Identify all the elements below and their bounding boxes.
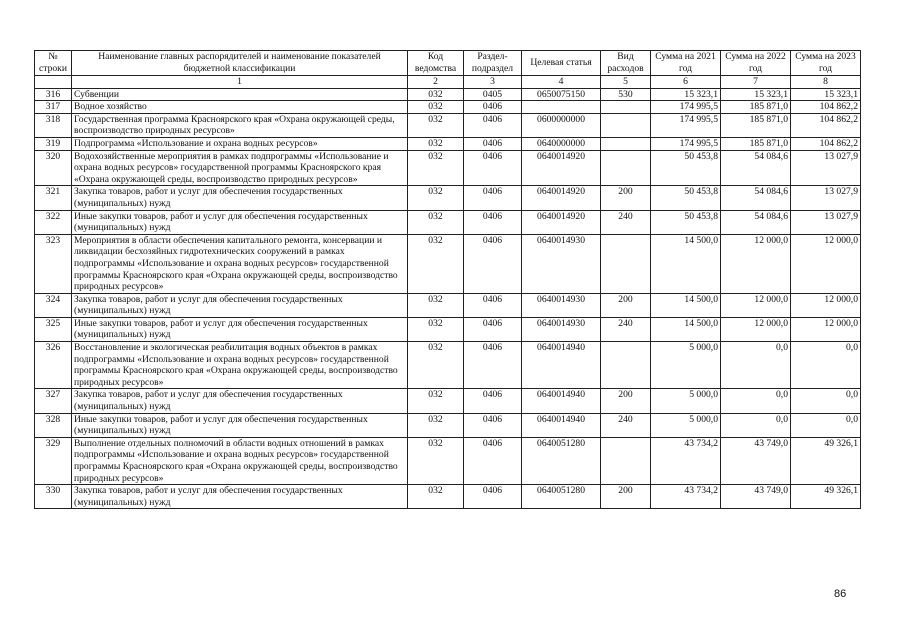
row-number: 321 (35, 186, 72, 210)
row-expense-type: 240 (601, 317, 651, 341)
header-row-number: № строки (35, 51, 72, 76)
header-name: Наименование главных распорядителей и наименование показателей бюджетной классификации (72, 51, 408, 76)
row-sum-2023: 49 326,1 (791, 437, 861, 484)
row-section: 0406 (464, 186, 522, 210)
row-expense-type (601, 342, 651, 389)
row-target-article: 0640014920 (522, 186, 601, 210)
table-row (35, 389, 861, 413)
row-expense-type: 200 (601, 485, 651, 509)
row-section: 0406 (464, 234, 522, 293)
row-department-code: 032 (408, 234, 464, 293)
column-number: 7 (721, 76, 791, 89)
row-department-code: 032 (408, 210, 464, 234)
row-sum-2021: 14 500,0 (651, 293, 721, 317)
table-row (35, 317, 861, 341)
row-sum-2023: 12 000,0 (791, 234, 861, 293)
row-sum-2022: 12 000,0 (721, 293, 791, 317)
row-sum-2023: 13 027,9 (791, 186, 861, 210)
row-number: 329 (35, 437, 72, 484)
row-name: Государственная программа Красноярского края «Охрана окружающей среды, воспроизводство природных ресурсов» (72, 113, 408, 137)
row-sum-2021: 174 995,5 (651, 137, 721, 150)
row-expense-type: 530 (601, 88, 651, 101)
row-expense-type: 240 (601, 210, 651, 234)
row-sum-2023: 12 000,0 (791, 293, 861, 317)
row-number: 322 (35, 210, 72, 234)
row-sum-2021: 50 453,8 (651, 186, 721, 210)
row-number: 319 (35, 137, 72, 150)
row-sum-2021: 43 734,2 (651, 485, 721, 509)
row-expense-type: 200 (601, 186, 651, 210)
table-row (35, 485, 861, 509)
row-name: Водное хозяйство (72, 101, 408, 114)
row-sum-2021: 5 000,0 (651, 413, 721, 437)
table-row (35, 186, 861, 210)
column-number: 8 (791, 76, 861, 89)
table-row (35, 413, 861, 437)
row-target-article: 0640014940 (522, 413, 601, 437)
table-row (35, 137, 861, 150)
row-number: 327 (35, 389, 72, 413)
column-number: 3 (464, 76, 522, 89)
row-target-article: 0640014920 (522, 210, 601, 234)
row-department-code: 032 (408, 113, 464, 137)
row-sum-2021: 15 323,1 (651, 88, 721, 101)
row-section: 0406 (464, 437, 522, 484)
row-number: 324 (35, 293, 72, 317)
row-sum-2021: 174 995,5 (651, 101, 721, 114)
row-sum-2021: 14 500,0 (651, 234, 721, 293)
row-sum-2021: 174 995,5 (651, 113, 721, 137)
row-name: Субвенции (72, 88, 408, 101)
header-sum-2023: Сумма на 2023 год (791, 51, 861, 76)
table-row (35, 210, 861, 234)
row-sum-2022: 0,0 (721, 413, 791, 437)
row-sum-2021: 50 453,8 (651, 210, 721, 234)
header-sum-2021: Сумма на 2021 год (651, 51, 721, 76)
row-department-code: 032 (408, 485, 464, 509)
table-header (35, 51, 861, 89)
row-target-article: 0600000000 (522, 113, 601, 137)
row-sum-2023: 49 326,1 (791, 485, 861, 509)
row-name: Подпрограмма «Использование и охрана водных ресурсов» (72, 137, 408, 150)
row-name: Мероприятия в области обеспечения капитального ремонта, консервации и ликвидации бесхозяйных гидротехнических сооружений в рамках подпрограммы «Использование и охрана водных ресурсов» государственной программы Красноярского края «Охрана окружающей среды, воспроизводство природных ресурсов» (72, 234, 408, 293)
row-target-article: 0640014930 (522, 234, 601, 293)
row-name: Закупка товаров, работ и услуг для обеспечения государственных (муниципальных) нужд (72, 485, 408, 509)
row-name: Иные закупки товаров, работ и услуг для обеспечения государственных (муниципальных) нужд (72, 317, 408, 341)
row-sum-2021: 14 500,0 (651, 317, 721, 341)
row-expense-type: 240 (601, 413, 651, 437)
column-number: 4 (522, 76, 601, 89)
row-target-article (522, 101, 601, 114)
row-sum-2023: 13 027,9 (791, 210, 861, 234)
row-section: 0406 (464, 342, 522, 389)
row-sum-2021: 5 000,0 (651, 389, 721, 413)
row-sum-2023: 0,0 (791, 413, 861, 437)
column-number: 6 (651, 76, 721, 89)
row-number: 328 (35, 413, 72, 437)
row-expense-type (601, 150, 651, 186)
header-expense-type: Вид расходов (601, 51, 651, 76)
column-number: 2 (408, 76, 464, 89)
row-section: 0406 (464, 101, 522, 114)
row-sum-2023: 12 000,0 (791, 317, 861, 341)
column-number: 5 (601, 76, 651, 89)
budget-table (34, 50, 861, 509)
row-number: 316 (35, 88, 72, 101)
row-sum-2022: 0,0 (721, 389, 791, 413)
row-target-article: 0640014940 (522, 342, 601, 389)
row-target-article: 0640014930 (522, 317, 601, 341)
row-sum-2022: 15 323,1 (721, 88, 791, 101)
row-sum-2022: 54 084,6 (721, 210, 791, 234)
table-row (35, 101, 861, 114)
row-number: 330 (35, 485, 72, 509)
row-number: 325 (35, 317, 72, 341)
table-row (35, 113, 861, 137)
row-section: 0406 (464, 137, 522, 150)
column-number: 1 (72, 76, 408, 89)
row-expense-type: 200 (601, 389, 651, 413)
row-section: 0406 (464, 413, 522, 437)
table-body (35, 88, 861, 509)
header-department-code: Код ведомства (408, 51, 464, 76)
row-section: 0406 (464, 293, 522, 317)
row-department-code: 032 (408, 150, 464, 186)
row-target-article: 0640014920 (522, 150, 601, 186)
row-sum-2022: 43 749,0 (721, 437, 791, 484)
row-department-code: 032 (408, 317, 464, 341)
row-sum-2021: 43 734,2 (651, 437, 721, 484)
row-section: 0405 (464, 88, 522, 101)
row-number: 317 (35, 101, 72, 114)
row-sum-2022: 185 871,0 (721, 137, 791, 150)
row-department-code: 032 (408, 413, 464, 437)
row-name: Иные закупки товаров, работ и услуг для обеспечения государственных (муниципальных) нужд (72, 413, 408, 437)
table-row (35, 88, 861, 101)
row-department-code: 032 (408, 293, 464, 317)
row-department-code: 032 (408, 437, 464, 484)
row-sum-2022: 12 000,0 (721, 234, 791, 293)
row-expense-type: 200 (601, 293, 651, 317)
row-name: Закупка товаров, работ и услуг для обеспечения государственных (муниципальных) нужд (72, 293, 408, 317)
row-expense-type (601, 437, 651, 484)
row-sum-2021: 5 000,0 (651, 342, 721, 389)
row-sum-2022: 185 871,0 (721, 113, 791, 137)
table-row (35, 150, 861, 186)
row-name: Закупка товаров, работ и услуг для обеспечения государственных (муниципальных) нужд (72, 389, 408, 413)
row-sum-2022: 54 084,6 (721, 186, 791, 210)
row-number: 318 (35, 113, 72, 137)
row-sum-2022: 12 000,0 (721, 317, 791, 341)
row-target-article: 0640000000 (522, 137, 601, 150)
row-name: Восстановление и экологическая реабилитация водных объектов в рамках подпрограммы «Использование и охрана водных ресурсов» государственной программы Красноярского края «Охрана окружающей среды, воспроизводство природных ресурсов» (72, 342, 408, 389)
row-expense-type (601, 113, 651, 137)
row-department-code: 032 (408, 101, 464, 114)
row-name: Водохозяйственные мероприятия в рамках подпрограммы «Использование и охрана водных ресурсов» государственной программы Красноярского края «Охрана окружающей среды, воспроизводство природных ресурсов» (72, 150, 408, 186)
row-sum-2023: 104 862,2 (791, 137, 861, 150)
row-sum-2022: 0,0 (721, 342, 791, 389)
row-department-code: 032 (408, 88, 464, 101)
header-section: Раздел-подраздел (464, 51, 522, 76)
table-row (35, 234, 861, 293)
row-expense-type (601, 101, 651, 114)
table-row (35, 293, 861, 317)
row-sum-2023: 0,0 (791, 389, 861, 413)
row-sum-2023: 13 027,9 (791, 150, 861, 186)
header-sum-2022: Сумма на 2022 год (721, 51, 791, 76)
row-sum-2022: 43 749,0 (721, 485, 791, 509)
row-department-code: 032 (408, 389, 464, 413)
row-expense-type (601, 234, 651, 293)
row-number: 326 (35, 342, 72, 389)
row-number: 323 (35, 234, 72, 293)
row-section: 0406 (464, 210, 522, 234)
row-target-article: 0640014940 (522, 389, 601, 413)
row-name: Выполнение отдельных полномочий в области водных отношений в рамках подпрограммы «Использование и охрана водных ресурсов» государственной программы Красноярского края «Охрана окружающей среды, воспроизводство природных ресурсов» (72, 437, 408, 484)
row-expense-type (601, 137, 651, 150)
header-target-article: Целевая статья (522, 51, 601, 76)
row-target-article: 0640051280 (522, 437, 601, 484)
row-target-article: 0640014930 (522, 293, 601, 317)
column-number-row (35, 76, 861, 89)
table-row (35, 342, 861, 389)
row-target-article: 0650075150 (522, 88, 601, 101)
row-department-code: 032 (408, 186, 464, 210)
column-number (35, 76, 72, 89)
row-target-article: 0640051280 (522, 485, 601, 509)
row-section: 0406 (464, 113, 522, 137)
row-sum-2021: 50 453,8 (651, 150, 721, 186)
row-name: Закупка товаров, работ и услуг для обеспечения государственных (муниципальных) нужд (72, 186, 408, 210)
row-section: 0406 (464, 485, 522, 509)
row-section: 0406 (464, 150, 522, 186)
row-section: 0406 (464, 389, 522, 413)
row-sum-2023: 15 323,1 (791, 88, 861, 101)
row-section: 0406 (464, 317, 522, 341)
row-sum-2023: 0,0 (791, 342, 861, 389)
row-sum-2022: 54 084,6 (721, 150, 791, 186)
page-number: 86 (834, 588, 847, 600)
header-row (35, 51, 861, 76)
row-number: 320 (35, 150, 72, 186)
row-department-code: 032 (408, 137, 464, 150)
row-sum-2022: 185 871,0 (721, 101, 791, 114)
row-sum-2023: 104 862,2 (791, 101, 861, 114)
table-row (35, 437, 861, 484)
row-sum-2023: 104 862,2 (791, 113, 861, 137)
row-department-code: 032 (408, 342, 464, 389)
row-name: Иные закупки товаров, работ и услуг для обеспечения государственных (муниципальных) нужд (72, 210, 408, 234)
